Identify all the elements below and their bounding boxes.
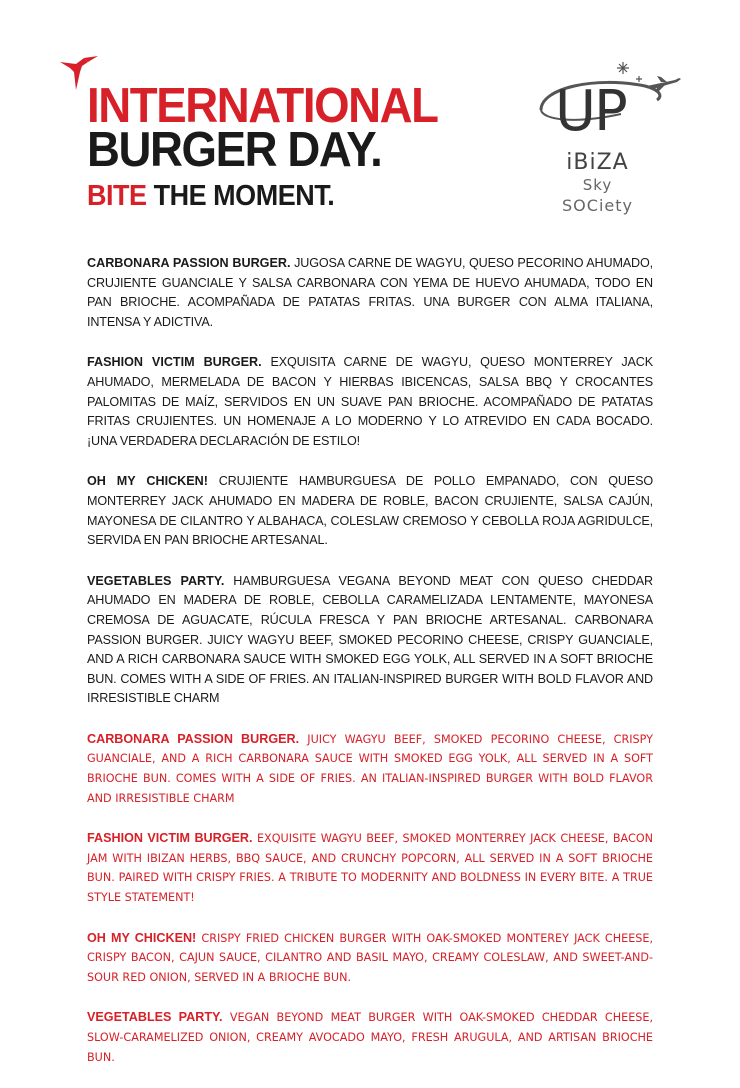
item-description: HAMBURGUESA VEGANA BEYOND MEAT CON QUESO CHEDDAR AHUMADO EN MADERA DE ROBLE, CEBOLLA CARAMELIZADA LENTAMENTE, MAYONESA CREMOSA DE AGUACATE, RÚCULA FRESCA Y PAN BRIOCHE ARTESANAL. CARBONARA PASSION BURGER. JUICY WAGYU BEEF, SMOKED PECORINO CHEESE, CRISPY GUANCIALE, AND A RICH CARBONARA SAUCE WITH SMOKED EGG YOLK, ALL SERVED IN A SOFT BRIOCHE BUN. COMES WITH A SIDE OF FRIES. AN ITALIAN-INSPIRED BURGER WITH BOLD FLAVOR AND IRRESISTIBLE CHARM [87, 573, 653, 706]
menu-content [87, 254, 653, 1088]
title-line-1: INTERNATIONAL [87, 79, 438, 133]
item-name: FASHION VICTIM BURGER. [87, 355, 262, 370]
logo-line-1: iBiZA [566, 150, 629, 175]
item-name: VEGETABLES PARTY. [87, 573, 225, 588]
menu-item-es [87, 472, 653, 550]
tagline-highlight: BITE [87, 180, 147, 212]
item-description: EXQUISITA CARNE DE WAGYU, QUESO MONTERREY JACK AHUMADO, MERMELADA DE BACON Y HIERBAS IBICENCAS, SALSA BBQ Y CROCANTES PALOMITAS DE MAÍZ, SERVIDOS EN UN SUAVE PAN BRIOCHE. ACOMPAÑADO DE PATATAS FRITAS CRUJIENTES. UN HOMENAJE A LO MODERNO Y LO ATREVIDO EN CADA BOCADO. ¡UNA VERDADERA DECLARACIÓN DE ESTILO! [87, 355, 653, 448]
item-description: VEGAN BEYOND MEAT BURGER WITH OAK-SMOKED CHEDDAR CHEESE, SLOW-CARAMELIZED ONION, CREAMY AVOCADO MAYO, FRESH ARUGULA, AND ARTISAN BRIOCHE BUN. [87, 1011, 653, 1064]
tagline-rest: THE MOMENT. [146, 180, 335, 212]
item-description: CRUJIENTE HAMBURGUESA DE POLLO EMPANADO, CON QUESO MONTERREY JACK AHUMADO EN MADERA DE ROBLE, BACON CRUJIENTE, SALSA CAJÚN, MAYONESA DE CILANTRO Y ALBAHACA, COLESLAW CREMOSO Y CEBOLLA ROJA AGRIDULCE, SERVIDA EN PAN BRIOCHE ARTESANAL. [87, 474, 653, 548]
menu-item-en [87, 829, 653, 907]
logo-line-3: SOCiety [562, 196, 633, 215]
menu-item-es [87, 353, 653, 451]
logo-mark [535, 58, 685, 148]
item-name: OH MY CHICKEN! [87, 474, 208, 489]
up-ibiza-logo [535, 58, 685, 223]
logo-line-2: Sky [582, 176, 613, 194]
item-name: CARBONARA PASSION BURGER. [87, 256, 291, 270]
item-name: OH MY CHICKEN! [87, 930, 197, 945]
logo-main-text: UP [555, 79, 626, 144]
tagline [87, 180, 438, 212]
menu-item-es [87, 254, 653, 332]
menu-item-en [87, 730, 653, 808]
item-description: JUGOSA CARNE DE WAGYU, QUESO PECORINO AHUMADO, CRUJIENTE GUANCIALE Y SALSA CARBONARA CON YEMA DE HUEVO AHUMADA, TODO EN PAN BRIOCHE. ACOMPAÑADA DE PATATAS FRITAS. UNA BURGER CON ALMA ITALIANA, INTENSA Y ADICTIVA. [87, 256, 653, 329]
item-name: CARBONARA PASSION BURGER. [87, 731, 300, 746]
item-name: FASHION VICTIM BURGER. [87, 831, 253, 846]
item-description: EXQUISITE WAGYU BEEF, SMOKED MONTERREY JACK CHEESE, BACON JAM WITH IBIZAN HERBS, BBQ SAUCE, AND CRUNCHY POPCORN, ALL SERVED IN A SOFT BRIOCHE BUN. PAIRED WITH CRISPY FRIES. A TRIBUTE TO MODERNITY AND BOLDNESS IN EVERY BITE. A TRUE STYLE STATEMENT! [87, 832, 653, 905]
item-description: CRISPY FRIED CHICKEN BURGER WITH OAK-SMOKED MONTEREY JACK CHEESE, CRISPY BACON, CAJUN SAUCE, CILANTRO AND BASIL MAYO, CREAMY COLESLAW, AND SWEET-AND-SOUR RED ONION, SERVED IN A BRIOCHE BUN. [87, 931, 653, 984]
page-header [87, 79, 464, 212]
item-name: VEGETABLES PARTY. [87, 1010, 223, 1025]
menu-item-en [87, 929, 653, 988]
menu-item-en [87, 1008, 653, 1067]
title-line-2: BURGER DAY. [87, 123, 382, 177]
menu-item-es [87, 572, 653, 709]
item-description: JUICY WAGYU BEEF, SMOKED PECORINO CHEESE, CRISPY GUANCIALE, AND A RICH CARBONARA SAUCE WITH SMOKED EGG YOLK, ALL SERVED IN A SOFT BRIOCHE BUN. COMES WITH A SIDE OF FRIES. AN ITALIAN-INSPIRED BURGER WITH BOLD FLAVOR AND IRRESISTIBLE CHARM [87, 732, 653, 805]
